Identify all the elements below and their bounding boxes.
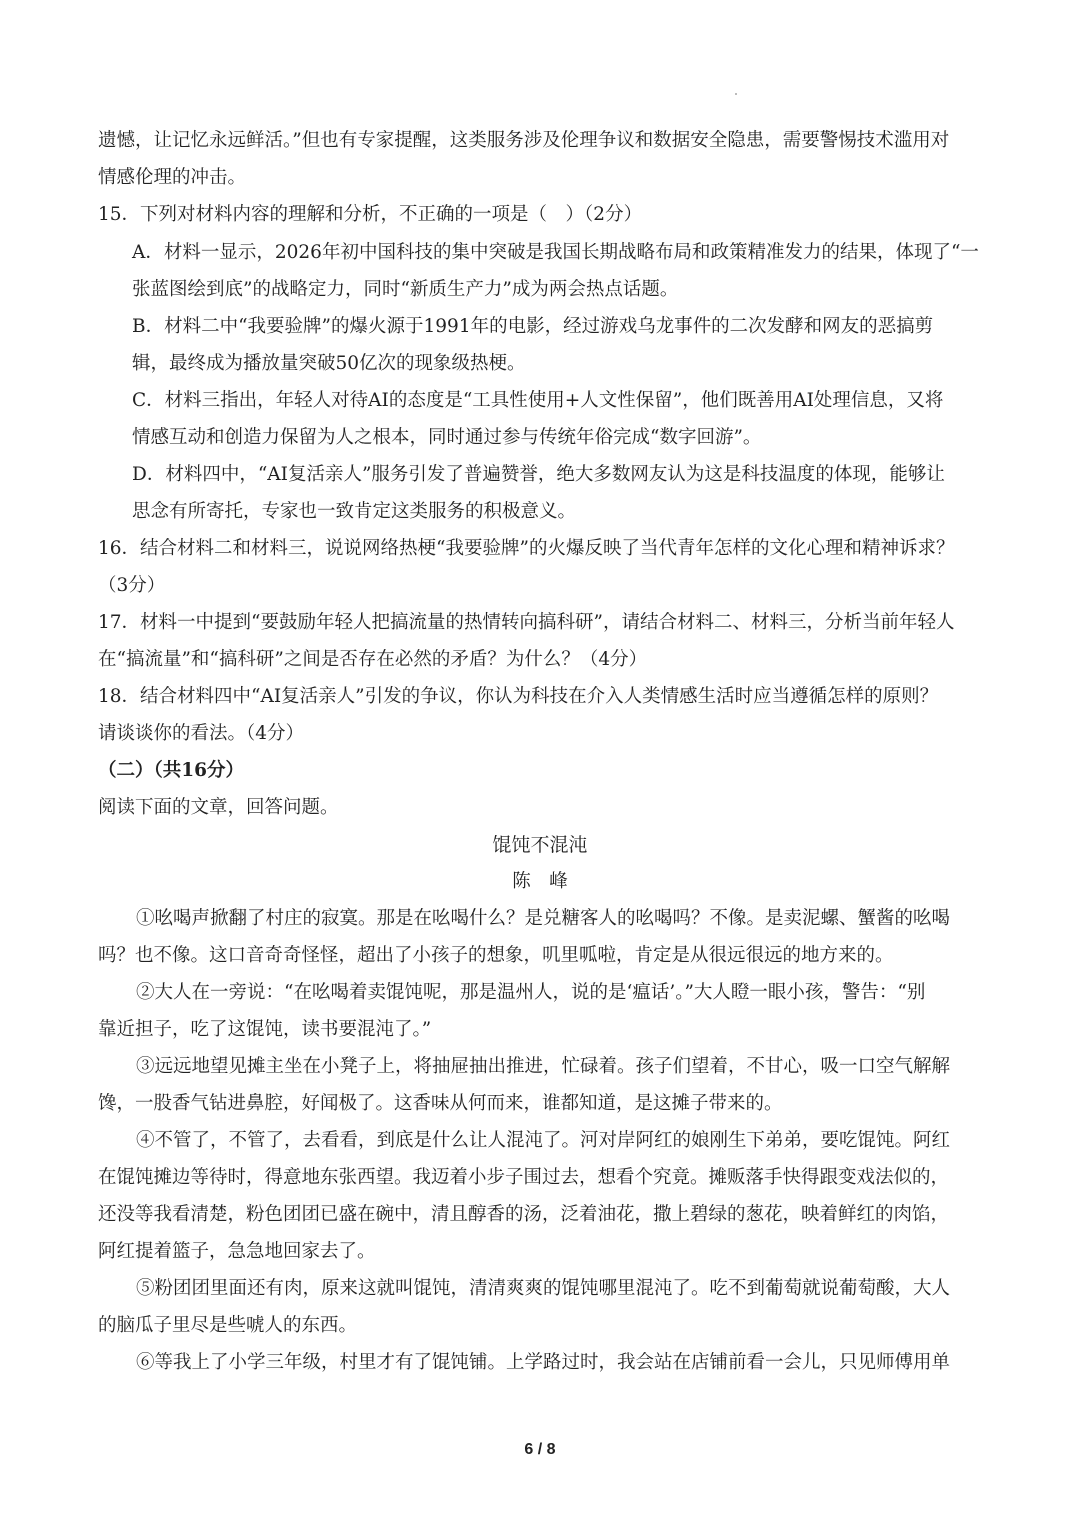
paragraph-2: 靠近担子，吃了这馄饨，读书要混沌了。” [98,1019,432,1040]
paragraph-3: ③远远地望见摊主坐在小凳子上，将抽屉抽出推进，忙碌着。孩子们望着，不甘心，吸一口空气解解 [136,1056,951,1077]
paragraph-4: 在馄饨摊边等待时，得意地东张西望。我迈着小步子围过去，想看个究竟。摊贩落手快得跟变戏法似的， [98,1167,950,1188]
scan-dot [735,93,737,95]
reading-instruction: 阅读下面的文章，回答问题。 [98,797,339,818]
question-16: 16．结合材料二和材料三，说说网络热梗“我要验牌”的火爆反映了当代青年怎样的文化心理和精神诉求？ [98,538,955,559]
question-15-stem: 15．下列对材料内容的理解和分析，不正确的一项是（ ）（2分） [98,204,643,225]
option-b: B．材料二中“我要验牌”的爆火源于1991年的电影，经过游戏乌龙事件的二次发酵和网友的恶搞剪 [132,316,934,337]
question-16: （3分） [98,575,166,596]
paragraph-3: 馋，一股香气钻进鼻腔，好闻极了。这香味从何而来，谁都知道，是这摊子带来的。 [98,1093,783,1114]
option-d: D．材料四中，“AI复活亲人”服务引发了普遍赞誉，绝大多数网友认为这是科技温度的体现，能够让 [132,464,945,485]
paragraph-1: ①吆喝声掀翻了村庄的寂寞。那是在吆喝什么？是兑糖客人的吆喝吗？不像。是卖泥螺、蟹酱的吆喝 [136,908,951,929]
question-18: 18．结合材料四中“AI复活亲人”引发的争议，你认为科技在介入人类情感生活时应当遵循怎样的原则？ [98,686,939,707]
option-a: A．材料一显示，2026年初中国科技的集中突破是我国长期战略布局和政策精准发力的结果，体现了“一 [132,242,979,263]
paragraph-4: ④不管了，不管了，去看看，到底是什么让人混沌了。河对岸阿红的娘刚生下弟弟，要吃馄饨。阿红 [136,1130,951,1151]
option-d: 思念有所寄托，专家也一致肯定这类服务的积极意义。 [132,501,577,522]
option-a: 张蓝图绘到底”的战略定力，同时“新质生产力”成为两会热点话题。 [132,279,679,300]
paragraph-6: ⑥等我上了小学三年级，村里才有了馄饨铺。上学路过时，我会站在店铺前看一会儿，只见师傅用单 [136,1352,951,1373]
page-number: 6 / 8 [524,1441,556,1458]
option-c: 情感互动和创造力保留为人之根本，同时通过参与传统年俗完成“数字回游”。 [132,427,762,448]
question-17: 在“搞流量”和“搞科研”之间是否存在必然的矛盾？为什么？（4分） [98,649,648,670]
intro-line: 情感伦理的冲击。 [98,167,247,188]
paragraph-1: 吗？也不像。这口音奇奇怪怪，超出了小孩子的想象，叽里呱啦，肯定是从很远很远的地方来的。 [98,945,894,966]
paragraph-2: ②大人在一旁说：“在吆喝着卖馄饨呢，那是温州人，说的是‘瘟话’。”大人瞪一眼小孩，警告：“别 [136,982,926,1003]
option-c: C．材料三指出，年轻人对待AI的态度是“工具性使用+人文性保留”，他们既善用AI处理信息，又将 [132,390,944,411]
paragraph-4: 阿红提着篮子，急急地回家去了。 [98,1241,376,1262]
paragraph-5: 的脑瓜子里尽是些唬人的东西。 [98,1315,358,1336]
option-b: 辑，最终成为播放量突破50亿次的现象级热梗。 [132,353,526,374]
article-author: 陈 峰 [512,871,568,892]
paragraph-4: 还没等我看清楚，粉色团团已盛在碗中，清且醇香的汤，泛着油花，撒上碧绿的葱花，映着鲜红的肉馅， [98,1204,950,1225]
article-title: 馄饨不混沌 [492,834,588,856]
intro-line: 遗憾，让记忆永远鲜活。”但也有专家提醒，这类服务涉及伦理争议和数据安全隐患，需要警惕技术滥用对 [98,130,950,151]
question-17: 17．材料一中提到“要鼓励年轻人把搞流量的热情转向搞科研”，请结合材料二、材料三，分析当前年轻人 [98,612,955,633]
question-18: 请谈谈你的看法。（4分） [98,723,305,744]
paragraph-5: ⑤粉团团里面还有肉，原来这就叫馄饨，清清爽爽的馄饨哪里混沌了。吃不到葡萄就说葡萄酸，大人 [136,1278,951,1299]
section-heading: （二）（共16分） [98,760,244,781]
